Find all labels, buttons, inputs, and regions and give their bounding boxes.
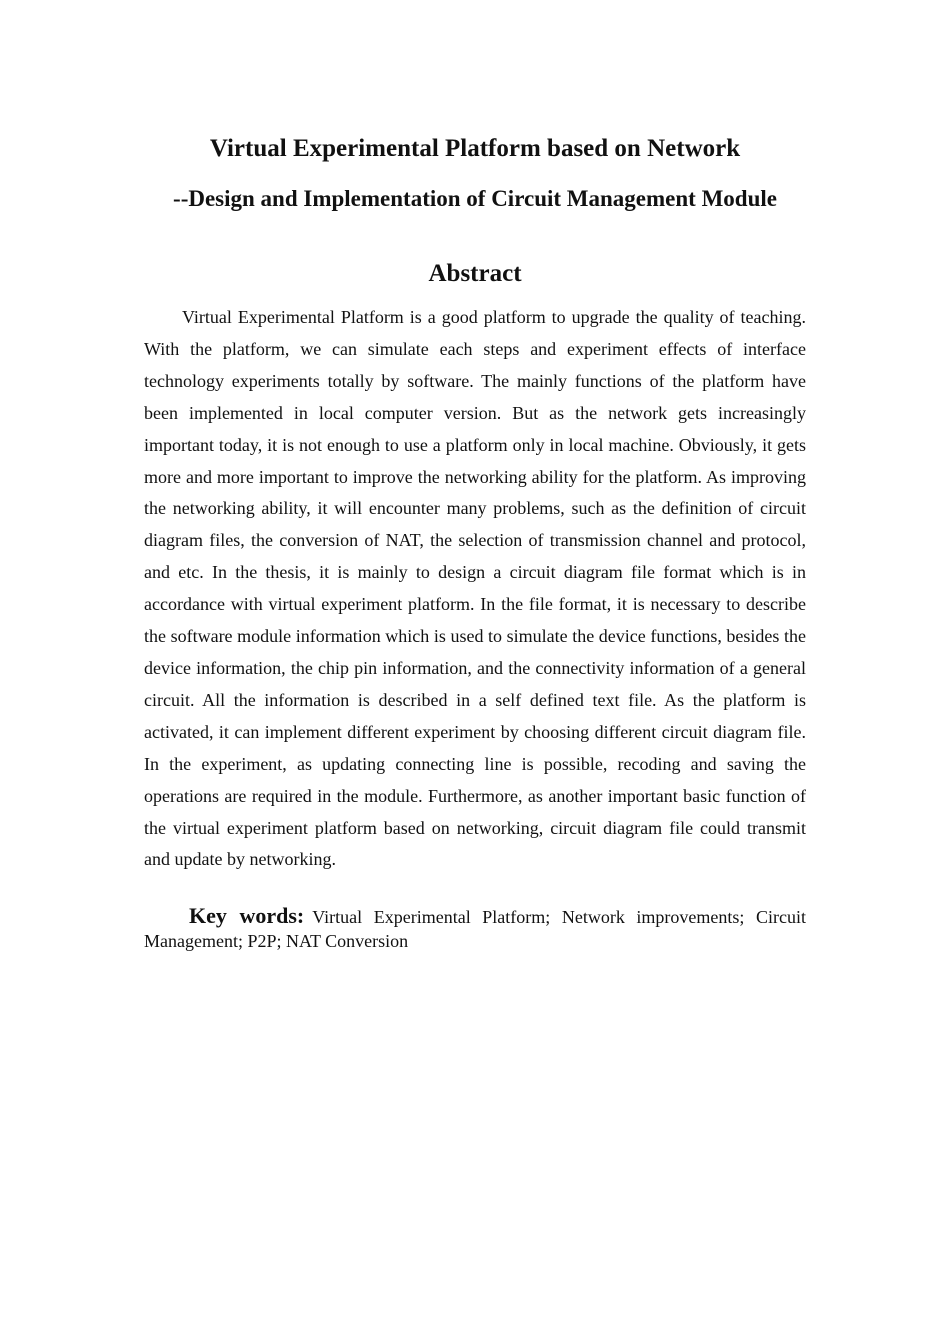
keywords-label: Key words: (189, 903, 305, 928)
document-title: Virtual Experimental Platform based on Network (209, 135, 741, 162)
abstract-body: Virtual Experimental Platform is a good platform to upgrade the quality of teaching. With the platform, we can simulate each steps and experiment effects of interface technology experiments totally by software. The mainly functions of the platform have been implemented in local computer version. But as the network gets increasingly important today, it is not enough to use a platform only in local machine. Obviously, it gets more and more important to improve the networking ability for the platform. As improving the networking ability, it will encounter many problems, such as the definition of circuit diagram files, the conversion of NAT, the selection of transmission channel and protocol, and etc. In the thesis, it is mainly to design a circuit diagram file format which is in accordance with virtual experiment platform. In the file format, it is necessary to describe the software module information which is used to simulate the device functions, besides the device information, the chip pin information, and the connectivity information of a general circuit. All the information is described in a self defined text file. As the platform is activated, it can implement different experiment by choosing different circuit diagram file. In the experiment, as updating connecting line is possible, recoding and saving the operations are required in the module. Furthermore, as another important basic function of the virtual experiment platform based on networking, circuit diagram file could transmit and update by networking. (144, 307, 806, 870)
keywords-text: Virtual Experimental Platform; Network improvements; Circuit Management; P2P; NAT Conversion (144, 907, 806, 951)
keywords-paragraph (144, 904, 806, 953)
document-subtitle: --Design and Implementation of Circuit Management Module (173, 186, 777, 211)
abstract-heading: Abstract (428, 260, 522, 287)
